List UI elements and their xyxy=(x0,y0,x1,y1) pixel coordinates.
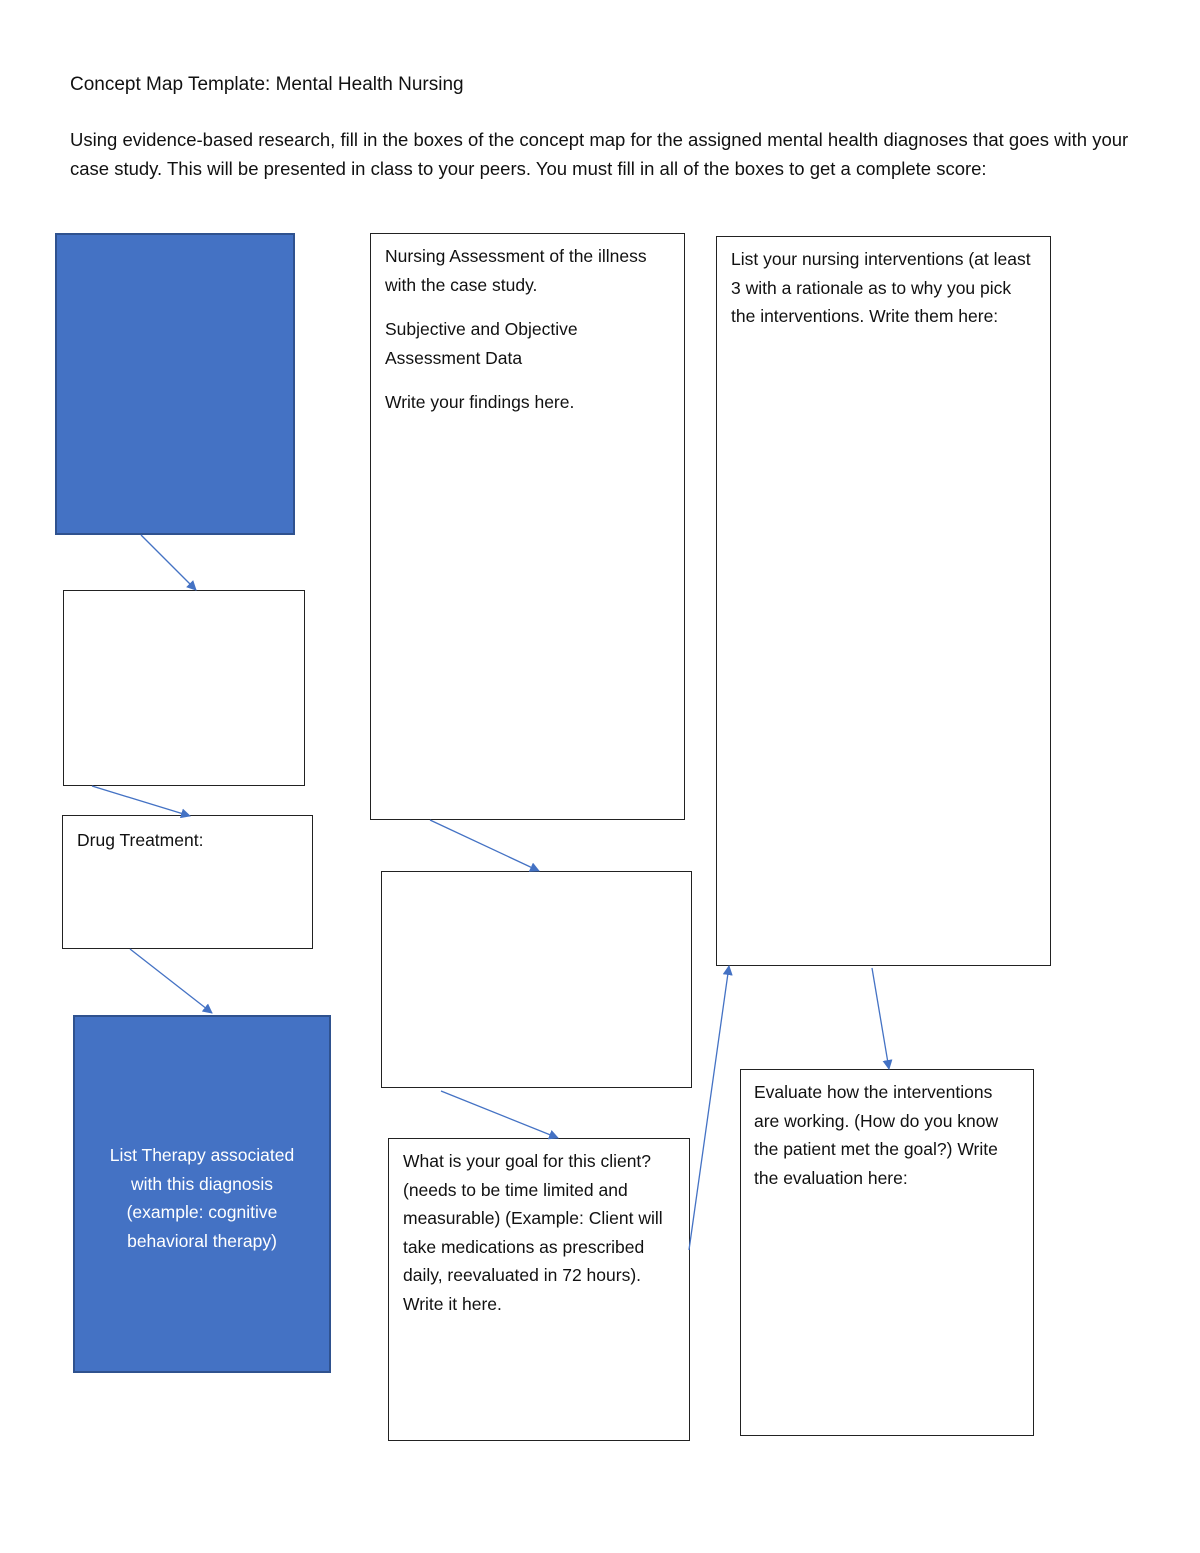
arrow-goal-to-interventions xyxy=(689,966,729,1250)
assessment-heading: Nursing Assessment of the illness with the case study. xyxy=(385,246,647,295)
assessment-prompt: Write your findings here. xyxy=(385,392,575,412)
arrow-drug-to-therapy xyxy=(130,949,212,1013)
assessment-subheading: Subjective and Objective Assessment Data xyxy=(385,319,578,368)
instructions-text: Using evidence-based research, fill in the boxes of the concept map for the assigned mental health diagnoses that goes with your case study. This will be presented in class to your peers. You must fill in all of the boxes to get a complete score: xyxy=(70,129,1129,179)
arrow-blank-to-drug xyxy=(92,786,190,816)
arrow-blank-to-goal xyxy=(441,1091,558,1138)
arrow-interventions-to-evaluation xyxy=(872,968,889,1069)
goal-label: What is your goal for this client? (needs to be time limited and measurable) (Example: Client will take medications as prescribed daily, reevaluated in 72 hours). Write it here. xyxy=(403,1151,663,1314)
drug-treatment-label: Drug Treatment: xyxy=(77,830,204,850)
arrow-diagnosis-to-blank xyxy=(141,535,196,590)
therapy-label: List Therapy associated with this diagnosis (example: cognitive behavioral therapy) xyxy=(109,1145,295,1251)
arrow-assessment-to-blank xyxy=(430,820,539,871)
evaluation-label: Evaluate how the interventions are working. (How do you know the patient met the goal?) Write the evaluation here: xyxy=(754,1082,999,1188)
page-title: Concept Map Template: Mental Health Nursing xyxy=(70,74,464,95)
interventions-label: List your nursing interventions (at least 3 with a rationale as to why you pick the interventions. Write them here: xyxy=(731,249,1031,326)
